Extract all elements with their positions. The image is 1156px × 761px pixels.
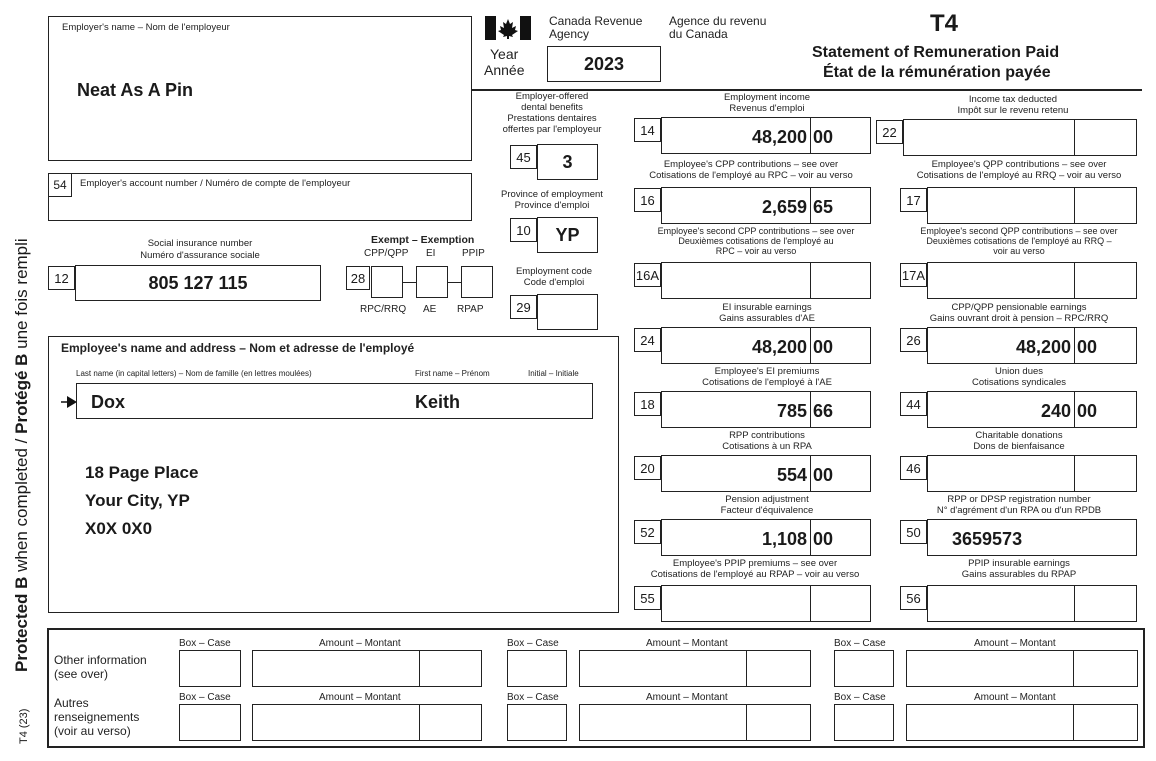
province-field[interactable] — [537, 217, 598, 253]
exempt-ppip-checkbox[interactable] — [461, 266, 493, 298]
sin-box-number: 12 — [48, 266, 75, 290]
employer-name[interactable]: Neat As A Pin — [77, 80, 194, 100]
box-16a-field[interactable] — [661, 262, 871, 299]
other-info-label-en: Other information (see over) — [54, 653, 147, 681]
cents-divider — [419, 651, 420, 686]
sin-label-fr: Numéro d'assurance sociale — [140, 250, 260, 261]
box-14-dollars: 48,200 — [751, 127, 807, 147]
other-box-field[interactable] — [507, 650, 567, 687]
agency-en-1: Canada Revenue — [549, 14, 643, 28]
year-label-en: Year — [490, 46, 519, 62]
year-box[interactable] — [547, 46, 661, 82]
employer-account-label: Employer's account number / Numéro de compte de l'employeur — [80, 178, 351, 189]
exempt-rrq-bot: RPC/RRQ — [360, 304, 407, 315]
cents-divider — [810, 188, 811, 223]
box-16a-label: Employee's second CPP contributions – see over Deuxièmes cotisations de l'employé au RPC – voir au verso — [657, 226, 855, 256]
employer-name-box — [48, 16, 472, 161]
box-44-cents: 00 — [1077, 401, 1098, 421]
exempt-cpp-top: CPP/QPP — [364, 248, 409, 259]
cents-divider — [1074, 188, 1075, 223]
box-case-label: Box – Case — [507, 692, 559, 703]
employee-section — [48, 336, 619, 613]
box-26-field[interactable] — [927, 327, 1137, 364]
dental-field[interactable] — [537, 144, 598, 180]
cents-divider — [746, 705, 747, 740]
box-26-label: CPP/QPP pensionable earnings Gains ouvrant droit à pension – RPC/RRQ — [929, 302, 1109, 324]
exempt-connector — [448, 282, 461, 283]
box-52-cents: 00 — [813, 529, 834, 549]
box-20-label: RPP contributions Cotisations à un RPA — [722, 430, 812, 452]
box-18-dollars: 785 — [776, 401, 807, 421]
box-17-label: Employee's QPP contributions – see over Cotisations de l'employé au RRQ – voir au verso — [916, 159, 1122, 181]
cents-divider — [746, 651, 747, 686]
box-22-label: Income tax deducted Impôt sur le revenu retenu — [957, 94, 1069, 116]
box-16-field[interactable] — [661, 187, 871, 224]
exempt-rpap-bot: RPAP — [457, 304, 484, 315]
box-20-field[interactable] — [661, 455, 871, 492]
first-name-label: First name – Prénom — [415, 369, 490, 378]
other-amount-field[interactable] — [906, 704, 1138, 741]
address-line-3[interactable]: X0X 0X0 — [85, 519, 153, 538]
box-46-number: 46 — [900, 456, 927, 480]
box-55-label: Employee's PPIP premiums – see over Cotisations de l'employé au RPAP – voir au verso — [650, 558, 860, 580]
sin-value: 805 127 115 — [148, 272, 248, 293]
box-24-label: EI insurable earnings Gains assurables d'AE — [719, 302, 815, 324]
employee-last-name: Dox — [91, 392, 126, 412]
box-22-number: 22 — [876, 120, 903, 144]
amount-label: Amount – Montant — [319, 692, 401, 703]
exempt-connector — [403, 282, 416, 283]
box-50-label: RPP or DPSP registration number N° d'agrément d'un RPA ou d'un RPDB — [936, 494, 1102, 516]
year-value: 2023 — [583, 53, 625, 74]
canada-flag-icon — [485, 16, 531, 40]
form-code: T4 (23) — [18, 708, 30, 744]
protected-b-notice: Protected B when completed / Protégé B une fois rempli — [12, 238, 31, 672]
address-line-2[interactable]: Your City, YP — [85, 491, 190, 510]
box-14-number: 14 — [634, 118, 661, 142]
box-44-dollars: 240 — [1040, 401, 1071, 421]
cents-divider — [810, 392, 811, 427]
other-info-label-fr: Autres renseignements (voir au verso) — [54, 696, 140, 738]
box-case-label: Box – Case — [834, 638, 886, 649]
cents-divider — [810, 520, 811, 555]
employer-account-box[interactable] — [48, 173, 472, 221]
box-56-field[interactable] — [927, 585, 1137, 622]
year-label-fr: Année — [484, 62, 525, 78]
other-amount-field[interactable] — [252, 650, 482, 687]
cents-divider — [810, 328, 811, 363]
other-amount-field[interactable] — [906, 650, 1138, 687]
box-16-label: Employee's CPP contributions – see over Cotisations de l'employé au RPC – voir au verso — [649, 159, 853, 181]
box-46-label: Charitable donations Dons de bienfaisance — [973, 430, 1065, 452]
cents-divider — [419, 705, 420, 740]
box-55-field[interactable] — [661, 585, 871, 622]
title-en: Statement of Remuneration Paid — [812, 44, 1060, 61]
exempt-title: Exempt – Exemption — [371, 234, 475, 246]
employee-first-name: Keith — [415, 392, 460, 412]
box-17-number: 17 — [900, 188, 927, 212]
box-26-dollars: 48,200 — [1015, 337, 1071, 357]
box-number: 54 — [48, 173, 72, 197]
arrow-icon — [61, 395, 77, 413]
amount-label: Amount – Montant — [319, 638, 401, 649]
box-24-field[interactable] — [661, 327, 871, 364]
cents-divider — [1074, 328, 1075, 363]
cents-divider — [810, 586, 811, 621]
employee-name-field[interactable] — [76, 383, 593, 419]
box-17a-number: 17A — [900, 263, 927, 287]
province-label: Province of employment Province d'emploi — [501, 189, 603, 211]
box-20-number: 20 — [634, 456, 661, 480]
box-55-number: 55 — [634, 586, 661, 610]
box-24-dollars: 48,200 — [751, 337, 807, 357]
employment-code-label: Employment code Code d'emploi — [515, 266, 593, 288]
box-50-number: 50 — [900, 520, 927, 544]
cents-divider — [810, 118, 811, 153]
box-case-label: Box – Case — [179, 692, 231, 703]
initial-label: Initial – Initiale — [528, 369, 579, 378]
box-17a-label: Employee's second QPP contributions – see over Deuxièmes cotisations de l'employé au RRQ – voir au verso — [920, 226, 1118, 256]
box-17-field[interactable] — [927, 187, 1137, 224]
box-46-field[interactable] — [927, 455, 1137, 492]
exempt-ppip-top: PPIP — [462, 248, 485, 259]
box-18-cents: 66 — [813, 401, 834, 421]
box-52-label: Pension adjustment Facteur d'équivalence — [720, 494, 814, 516]
box-56-label: PPIP insurable earnings Gains assurables du RPAP — [961, 558, 1077, 580]
cents-divider — [1074, 120, 1075, 155]
box-22-field[interactable] — [903, 119, 1137, 156]
box-18-field[interactable] — [661, 391, 871, 428]
employee-section-title: Employee's name and address – Nom et adresse de l'employé — [61, 341, 415, 355]
employment-code-field[interactable] — [537, 294, 598, 330]
cents-divider — [1074, 456, 1075, 491]
box-20-dollars: 554 — [776, 465, 807, 485]
box-case-label: Box – Case — [834, 692, 886, 703]
box-24-cents: 00 — [813, 337, 834, 357]
box-18-number: 18 — [634, 392, 661, 416]
other-amount-field[interactable] — [252, 704, 482, 741]
box-16a-number: 16A — [634, 263, 661, 287]
other-information-section — [47, 628, 1145, 748]
agency-fr-1: Agence du revenu — [669, 14, 767, 28]
agency-en-2: Agency — [549, 27, 590, 41]
box-24-number: 24 — [634, 328, 661, 352]
box-50-field[interactable] — [927, 519, 1137, 556]
box-16-number: 16 — [634, 188, 661, 212]
box-50-value: 3659573 — [952, 529, 1023, 549]
amount-label: Amount – Montant — [974, 692, 1056, 703]
box-56-number: 56 — [900, 586, 927, 610]
cents-divider — [810, 263, 811, 298]
box-44-field[interactable] — [927, 391, 1137, 428]
box-52-field[interactable] — [661, 519, 871, 556]
exempt-box-number: 28 — [346, 266, 370, 290]
cents-divider — [1073, 651, 1074, 686]
box-52-dollars: 1,108 — [761, 529, 807, 549]
box-26-cents: 00 — [1077, 337, 1098, 357]
sin-label-en: Social insurance number — [147, 238, 253, 249]
box-16-dollars: 2,659 — [761, 197, 807, 217]
box-44-number: 44 — [900, 392, 927, 416]
other-box-field[interactable] — [834, 650, 894, 687]
amount-label: Amount – Montant — [646, 692, 728, 703]
dental-box-number: 45 — [510, 145, 537, 169]
box-14-cents: 00 — [813, 127, 834, 147]
box-14-field[interactable] — [661, 117, 871, 154]
exempt-cpp-checkbox[interactable] — [371, 266, 403, 298]
other-amount-field[interactable] — [579, 650, 811, 687]
other-amount-field[interactable] — [579, 704, 811, 741]
dental-label: Employer-offered dental benefits Prestations dentaires offertes par l'employeur — [502, 91, 602, 135]
other-box-field[interactable] — [179, 704, 241, 741]
agency-fr-2: du Canada — [669, 27, 728, 41]
box-17a-field[interactable] — [927, 262, 1137, 299]
employer-name-label: Employer's name – Nom de l'employeur — [62, 22, 230, 33]
box-16-cents: 65 — [813, 197, 834, 217]
amount-label: Amount – Montant — [646, 638, 728, 649]
protected-sidebar — [0, 0, 40, 761]
province-value: YP — [555, 224, 580, 245]
box-52-number: 52 — [634, 520, 661, 544]
title-fr: État de la rémunération payée — [823, 64, 1051, 81]
cents-divider — [1074, 586, 1075, 621]
box-18-label: Employee's EI premiums Cotisations de l'employé à l'AE — [702, 366, 832, 388]
dental-value: 3 — [562, 151, 573, 172]
box-case-label: Box – Case — [179, 638, 231, 649]
last-name-label: Last name (in capital letters) – Nom de famille (en lettres moulées) — [76, 369, 312, 378]
other-box-field[interactable] — [834, 704, 894, 741]
exempt-ei-top: EI — [426, 248, 436, 259]
cents-divider — [810, 456, 811, 491]
other-box-field[interactable] — [179, 650, 241, 687]
amount-label: Amount – Montant — [974, 638, 1056, 649]
cents-divider — [1074, 392, 1075, 427]
exempt-ae-bot: AE — [423, 304, 437, 315]
employment-code-box-number: 29 — [510, 295, 537, 319]
box-14-label: Employment income Revenus d'emploi — [723, 92, 811, 114]
province-box-number: 10 — [510, 218, 537, 242]
other-box-field[interactable] — [507, 704, 567, 741]
sin-field[interactable] — [75, 265, 321, 301]
exempt-ei-checkbox[interactable] — [416, 266, 448, 298]
box-20-cents: 00 — [813, 465, 834, 485]
box-44-label: Union dues Cotisations syndicales — [972, 366, 1066, 388]
form-id: T4 — [930, 10, 959, 37]
box-26-number: 26 — [900, 328, 927, 352]
box-case-label: Box – Case — [507, 638, 559, 649]
address-line-1[interactable]: 18 Page Place — [85, 463, 199, 482]
cents-divider — [1074, 263, 1075, 298]
cents-divider — [1073, 705, 1074, 740]
